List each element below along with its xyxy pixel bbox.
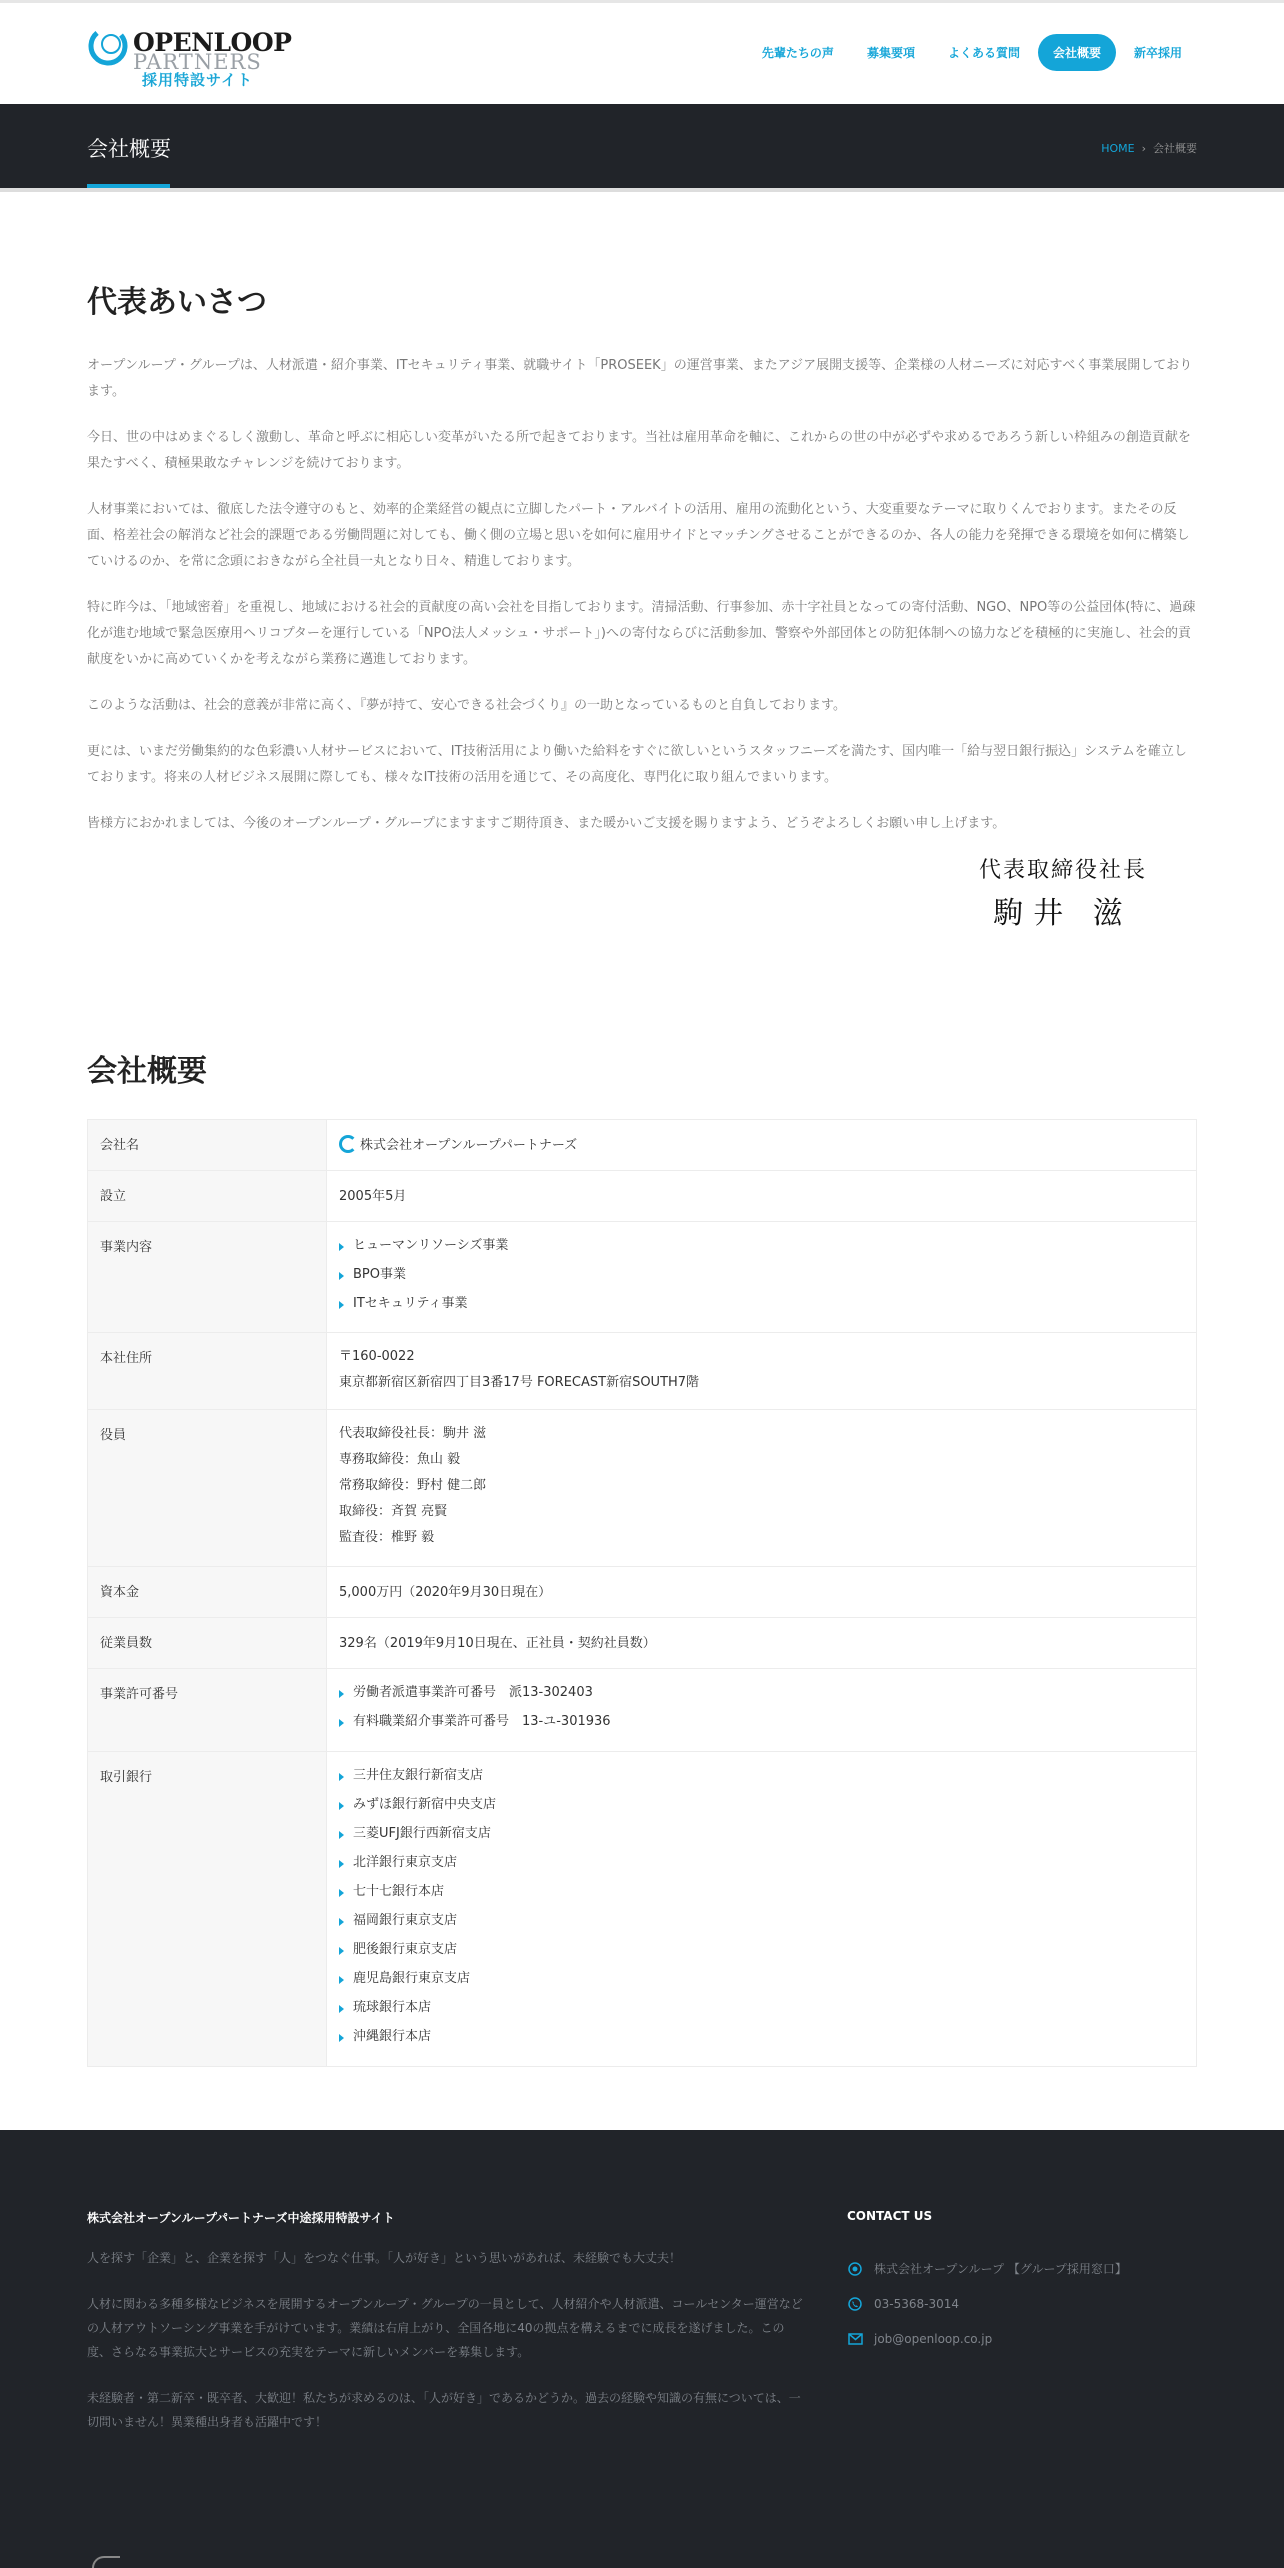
officer-line: 常務取締役：野村 健二郎 [339, 1478, 487, 1493]
logo-text-subtitle: 採用特設サイト [142, 71, 253, 89]
breadcrumb-current: 会社概要 [1153, 142, 1197, 155]
table-row [88, 1752, 1197, 2067]
breadcrumb-home[interactable]: HOME [1101, 142, 1135, 155]
list-item: 鹿児島銀行東京支店 [339, 1969, 1184, 1998]
license-list [339, 1683, 1184, 1741]
row-value [327, 1752, 1197, 2067]
row-label: 従業員数 [88, 1618, 327, 1669]
greeting-section [87, 277, 1197, 837]
row-value [327, 1120, 1197, 1171]
row-label: 資本金 [88, 1567, 327, 1618]
list-item: 福岡銀行東京支店 [339, 1911, 1184, 1940]
page-title: 会社概要 [87, 137, 171, 161]
location-icon [847, 2261, 863, 2277]
row-label: 取引銀行 [88, 1752, 327, 2067]
footer-paragraph: 人を探す「企業」と、企業を探す「人」をつなぐ仕事。「人が好き」という思いがあれば、未経験でも大丈夫！ [87, 2251, 682, 2265]
mail-icon [847, 2331, 863, 2347]
ceo-signature [953, 853, 1173, 932]
list-item: ヒューマンリソーシズ事業 [339, 1236, 1184, 1265]
list-item: 七十七銀行本店 [339, 1882, 1184, 1911]
row-value [327, 1669, 1197, 1752]
contact-email-text[interactable]: job@openloop.co.jp [874, 2331, 993, 2346]
overview-title: 会社概要 [87, 1054, 207, 1089]
company-name: 株式会社オープンループパートナーズ [360, 1138, 578, 1153]
list-item: ITセキュリティ事業 [339, 1294, 1184, 1323]
table-row [88, 1333, 1197, 1410]
page-title-bar [0, 104, 1284, 188]
row-value: 329名（2019年9月10日現在、正社員・契約社員数） [327, 1618, 1197, 1669]
table-row [88, 1618, 1197, 1669]
row-value: 5,000万円（2020年9月30日現在） [327, 1567, 1197, 1618]
row-value [327, 1222, 1197, 1333]
contact-email[interactable] [847, 2321, 1197, 2356]
contact-phone-text[interactable]: 03-5368-3014 [874, 2296, 960, 2311]
list-item: 北洋銀行東京支店 [339, 1853, 1184, 1882]
bank-list [339, 1766, 1184, 2056]
row-label: 役員 [88, 1410, 327, 1567]
nav-voices[interactable]: 先輩たちの声 [761, 46, 834, 60]
footer-about [87, 2209, 807, 2456]
row-label: 事業内容 [88, 1222, 327, 1333]
address-line: 東京都新宿区新宿四丁目3番17号 FORECAST新宿SOUTH7階 [339, 1375, 700, 1390]
list-item: 肥後銀行東京支店 [339, 1940, 1184, 1969]
signature-name: 駒井 滋 [993, 896, 1133, 931]
contact-company-text: 株式会社オープンループ 【グループ採用窓口】 [874, 2262, 1127, 2276]
list-item: BPO事業 [339, 1265, 1184, 1294]
table-row [88, 1171, 1197, 1222]
row-label: 会社名 [88, 1120, 327, 1171]
contact-phone[interactable] [847, 2286, 1197, 2321]
signature-title: 代表取締役社長 [978, 858, 1147, 883]
list-item: 三菱UFJ銀行西新宿支店 [339, 1824, 1184, 1853]
table-row [88, 1410, 1197, 1567]
logo-ring-icon [87, 24, 131, 68]
row-label: 本社住所 [88, 1333, 327, 1410]
officer-line: 取締役：斉賀 亮賢 [339, 1504, 448, 1519]
row-value: 2005年5月 [327, 1171, 1197, 1222]
table-row [88, 1120, 1197, 1171]
main-content [87, 190, 1197, 2044]
logo-text-openloop: OPENLOOP [133, 28, 292, 57]
table-row [88, 1567, 1197, 1618]
footer-contact [847, 2209, 1197, 2356]
list-item: みずほ銀行新宿中央支店 [339, 1795, 1184, 1824]
phone-icon [847, 2296, 863, 2312]
nav-faq[interactable]: よくある質問 [947, 46, 1020, 60]
nav-company[interactable]: 会社概要 [1038, 34, 1116, 71]
breadcrumb [1101, 140, 1197, 156]
list-item: 沖縄銀行本店 [339, 2027, 1184, 2056]
site-footer [0, 2130, 1284, 2568]
site-logo[interactable] [87, 24, 292, 89]
list-item: 労働者派遣事業許可番号 派13-302403 [339, 1683, 1184, 1712]
company-logo-icon [339, 1135, 357, 1153]
nav-new-graduates[interactable]: 新卒採用 [1133, 46, 1182, 60]
list-item: 有料職業紹介事業許可番号 13-ユ-301936 [339, 1712, 1184, 1741]
footer-logo-icon [92, 2556, 120, 2568]
greeting-paragraph: 更には、いまだ労働集約的な色彩濃い人材サービスにおいて、IT技術活用により働いた給料をすぐに欲しいというスタッフニーズを満たす、国内唯一「給与翌日銀行振込」システムを確立しております。将来の人材ビジネス展開に際しても、様々なIT技術の活用を通じて、その高度化、専門化に取り組んでまいります。 [87, 744, 1187, 785]
business-list [339, 1236, 1184, 1323]
site-header [0, 3, 1284, 104]
list-item: 琉球銀行本店 [339, 1998, 1184, 2027]
officer-line: 代表取締役社長：駒井 滋 [339, 1426, 487, 1441]
officer-line: 専務取締役：魚山 毅 [339, 1452, 461, 1467]
row-value [327, 1333, 1197, 1410]
title-underline [87, 184, 170, 188]
table-row [88, 1222, 1197, 1333]
footer-paragraph: 人材に関わる多種多様なビジネスを展開するオープンループ・グループの一員として、人材紹介や人材派遣、コールセンター運営などの人材アウトソーシング事業を手がけています。業績は右肩上がり、全国各地に40の拠点を構えるまでに成長を遂げました。この度、さらなる事業拡大とサービスの充実をテーマに新しいメンバーを募集します。 [87, 2297, 803, 2359]
main-nav [744, 34, 1197, 71]
greeting-paragraph: 特に昨今は、「地域密着」を重視し、地域における社会的貢献度の高い会社を目指しております。清掃活動、行事参加、赤十字社員となっての寄付活動、NGO、NPO等の公益団体(特に、過疎化が進む地域で緊急医療用ヘリコプターを運行している「NPO法人メッシュ・サポート」)への寄付ならびに活動参加、警察や外部団体との防犯体制への協力などを積極的に実施し、社会的貢献度をいかに高めていくかを考えながら業務に邁進しております。 [87, 600, 1196, 667]
officer-line: 監査役：椎野 毅 [339, 1530, 435, 1545]
footer-paragraph: 未経験者・第二新卒・既卒者、大歓迎！私たちが求めるのは、「人が好き」であるかどうか。過去の経験や知識の有無については、一切問いません！異業種出身者も活躍中です！ [87, 2391, 801, 2429]
table-row [88, 1669, 1197, 1752]
greeting-title: 代表あいさつ [87, 285, 267, 320]
footer-site-title: 株式会社オープンループパートナーズ中途採用特設サイト [87, 2211, 395, 2225]
greeting-paragraph: 人材事業においては、徹底した法令遵守のもと、効率的企業経営の観点に立脚したパート・アルバイトの活用、雇用の流動化という、大変重要なテーマに取りくんでおります。またその反面、格差社会の解消など社会的課題である労働問題に対しても、働く側の立場と思いを如何に雇用サイドとマッチングさせることができるのか、各人の能力を発揮できる環境を如何に構築していけるのか、を常に念頭におきながら全社員一丸となり日々、精進しております。 [87, 502, 1190, 569]
row-label: 事業許可番号 [88, 1669, 327, 1752]
breadcrumb-separator: › [1141, 142, 1146, 155]
greeting-paragraph: このような活動は、社会的意義が非常に高く、『夢が持て、安心できる社会づくり』の一助となっているものと自負しております。 [87, 698, 846, 713]
contact-company [847, 2251, 1197, 2286]
nav-requirements[interactable]: 募集要項 [866, 46, 915, 60]
greeting-paragraph: 今日、世の中はめまぐるしく激動し、革命と呼ぶに相応しい変革がいたる所で起きております。当社は雇用革命を軸に、これからの世の中が必ずや求めるであろう新しい枠組みの創造貢献を果たすべく、積極果敢なチャレンジを続けております。 [87, 430, 1191, 471]
greeting-paragraph: 皆様方におかれましては、今後のオープンループ・グループにますますご期待頂き、また暖かいご支援を賜りますよう、どうぞよろしくお願い申し上げます。 [87, 816, 1006, 831]
list-item: 三井住友銀行新宿支店 [339, 1766, 1184, 1795]
greeting-paragraph: オープンループ・グループは、人材派遣・紹介事業、ITセキュリティ事業、就職サイト「PROSEEK」の運営事業、またアジア展開支援等、企業様の人材ニーズに対応すべく事業展開しております。 [87, 358, 1193, 399]
row-value [327, 1410, 1197, 1567]
contact-title: CONTACT US [847, 2209, 933, 2223]
logo-text-partners: PARTNERS [133, 50, 262, 74]
row-label: 設立 [88, 1171, 327, 1222]
company-info-table [87, 1119, 1197, 2067]
address-line: 〒160-0022 [339, 1349, 415, 1364]
greeting-body [87, 353, 1197, 837]
